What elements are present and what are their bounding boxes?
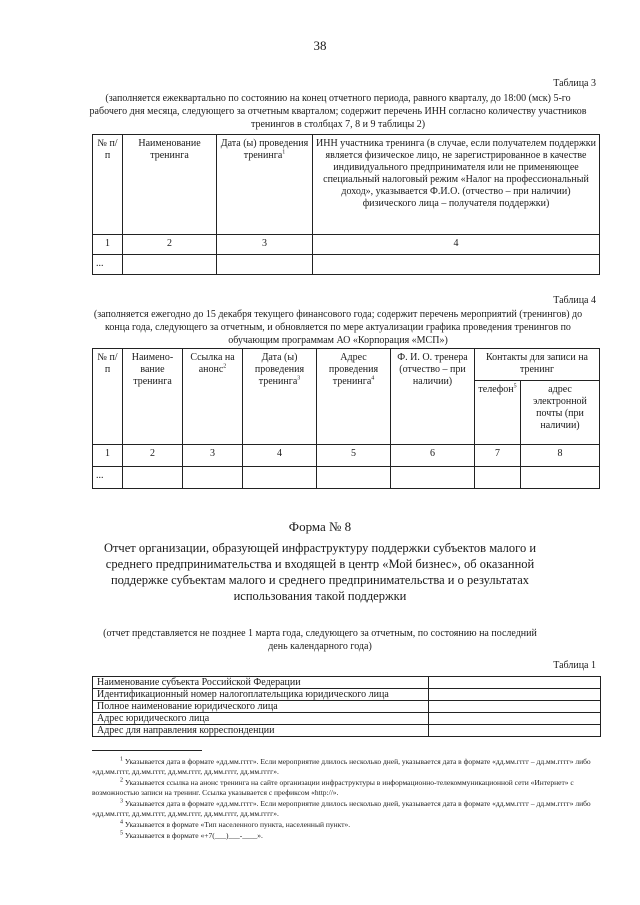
table3-header-inn: ИНН участника тренинга (в случае, если получателем поддержки является физическое лицо, не зарегистрированное в качестве индивидуального предпринимателя или не применяющее специальный налоговый режим «Налог на профессиональный доход», указывается Ф.И.О. (отчество – при наличии) физического лица – получателя поддержки) [313, 135, 600, 235]
table1 [92, 676, 601, 737]
table1-value-cell [429, 713, 601, 725]
table1-row [93, 713, 601, 725]
table1-row [93, 689, 601, 701]
table3 [92, 134, 600, 275]
table4-header-address-text: Адрес проведения тренинга [328, 352, 379, 387]
table1-row-label: Полное наименование юридического лица [93, 701, 429, 713]
table4-label: Таблица 4 [553, 295, 596, 306]
table3-header-date-text: Дата (ы) проведения тренинга [220, 138, 309, 161]
footnote-text: Указывается в формате «+7(___)___-____». [124, 831, 263, 840]
table3-ellipsis: ... [93, 255, 123, 275]
footnote-ref-1: 1 [282, 149, 286, 156]
table4-header-link-text: Ссылка на анонс [190, 352, 235, 375]
table3-num-cell: 1 [93, 235, 123, 255]
table3-empty-cell [313, 255, 600, 275]
table1-value-cell [429, 725, 601, 737]
table1-value-cell [429, 689, 601, 701]
footnote-number: 3 [120, 798, 123, 805]
table3-label: Таблица 3 [553, 78, 596, 89]
table3-data-row [93, 255, 600, 275]
table1-value-cell [429, 677, 601, 689]
table4-empty-cell [123, 467, 183, 489]
table4-header-phone [475, 381, 521, 445]
form-title: Форма № 8 [288, 519, 352, 534]
table4-header-link [183, 349, 243, 445]
table1-row-label: Адрес для направления корреспонденции [93, 725, 429, 737]
table3-num-cell: 4 [313, 235, 600, 255]
footnote-divider [92, 750, 202, 751]
footnote-number: 1 [120, 756, 123, 763]
table4-header-num: № п/п [93, 349, 123, 445]
table4-header-email: адрес электронной почты (при наличии) [521, 381, 600, 445]
footnote [92, 831, 598, 841]
table4-data-row [93, 467, 600, 489]
table4-num-cell: 1 [93, 445, 123, 467]
table4-num-cell: 7 [475, 445, 521, 467]
table4-header-trainer: Ф. И. О. тренера (отчество – при наличии) [391, 349, 475, 445]
table1-value-cell [429, 701, 601, 713]
footnote-text: Указывается дата в формате «дд.мм.гггг». Если мероприятие длилось несколько дней, указывается дата в формате «дд.мм.гггг – дд.мм.гггг» либо «дд.мм.гггг, дд.мм.гггг, дд.мм.гггг, дд.мм.гггг, дд.мм.гггг». [92, 757, 591, 776]
table4-empty-cell [243, 467, 317, 489]
footnote-number: 2 [120, 777, 123, 784]
table3-empty-cell [217, 255, 313, 275]
table4-empty-cell [183, 467, 243, 489]
footnote-ref-3: 3 [297, 375, 301, 382]
table1-row-label: Наименование субъекта Российской Федерации [93, 677, 429, 689]
table1-row [93, 677, 601, 689]
report-note: (отчет представляется не позднее 1 марта года, следующего за отчетным, по состоянию на последний день календарного года) [103, 628, 537, 652]
footnote [92, 799, 598, 819]
table3-number-row [93, 235, 600, 255]
table4-header-date-text: Дата (ы) проведения тренинга [254, 352, 305, 387]
table3-header-date [217, 135, 313, 235]
table3-header-name: Наименование тренинга [123, 135, 217, 235]
footnote-number: 4 [120, 819, 123, 826]
footnote-text: Указывается в формате «Тип населенного пункта, населенный пункт». [124, 820, 351, 829]
table4-empty-cell [475, 467, 521, 489]
table3-empty-cell [123, 255, 217, 275]
footnote-text: Указывается ссылка на анонс тренинга на сайте организации инфраструктуры в информационно-телекоммуникационной сети «Интернет» с возможностью записи на тренинг. Ссылка указывается с префиксом «http://». [92, 778, 574, 797]
table4-empty-cell [317, 467, 391, 489]
footnote [92, 757, 598, 777]
table4-num-cell: 6 [391, 445, 475, 467]
footnote [92, 778, 598, 798]
footnote-ref-5: 5 [513, 383, 517, 390]
table4-empty-cell [521, 467, 600, 489]
footnote [92, 820, 598, 830]
table3-num-cell: 3 [217, 235, 313, 255]
report-title: Отчет организации, образующей инфраструктуру поддержки субъектов малого и среднего предпринимательства и входящей в центр «Мой бизнес», об оказанной поддержке субъектам малого и среднего предпринимательства и о результатах использования такой поддержки [103, 541, 537, 603]
table4-note: (заполняется ежегодно до 15 декабря текущего финансового года; содержит перечень мероприятий (тренингов) до конца года, следующего за отчетным, и обновляется по мере актуализации графика проведения тренингов по обучающим программам АО «Корпорация «МСП») [93, 309, 583, 346]
table1-row-label: Идентификационный номер налогоплательщика юридического лица [93, 689, 429, 701]
table4-empty-cell [391, 467, 475, 489]
table3-num-cell: 2 [123, 235, 217, 255]
table4-header-contacts: Контакты для записи на тренинг [475, 349, 600, 381]
table4-header-row [93, 349, 600, 381]
table3-header-num: № п/п [93, 135, 123, 235]
table4-header-name: Наимено-вание тренинга [123, 349, 183, 445]
table4-num-cell: 4 [243, 445, 317, 467]
table4-number-row [93, 445, 600, 467]
table4-header-address [317, 349, 391, 445]
table4-num-cell: 5 [317, 445, 391, 467]
footnote-number: 5 [120, 830, 123, 837]
table4 [92, 348, 600, 489]
table4-header-phone-text: телефон [478, 384, 514, 395]
table1-row-label: Адрес юридического лица [93, 713, 429, 725]
table1-label: Таблица 1 [553, 660, 596, 671]
table4-header-date [243, 349, 317, 445]
table3-header-row [93, 135, 600, 235]
footnote-text: Указывается дата в формате «дд.мм.гггг». Если мероприятие длилось несколько дней, указывается дата в формате «дд.мм.гггг – дд.мм.гггг» либо «дд.мм.гггг, дд.мм.гггг, дд.мм.гггг, дд.мм.гггг, дд.мм.гггг». [92, 799, 591, 818]
table1-row [93, 725, 601, 737]
table4-num-cell: 8 [521, 445, 600, 467]
footnote-ref-4: 4 [371, 375, 375, 382]
page-number: 38 [313, 38, 327, 53]
footnotes [92, 757, 598, 842]
table3-note: (заполняется ежеквартально по состоянию на конец отчетного периода, равного кварталу, до 18:00 (мск) 5-го рабочего дня месяца, следующего за отчетным кварталом; содержит перечень ИНН согласно количеству участников тренингов в столбцах 7, 8 и 9 таблицы 2) [89, 93, 587, 130]
table4-ellipsis: ... [93, 467, 123, 489]
footnote-ref-2: 2 [223, 363, 227, 370]
table1-row [93, 701, 601, 713]
table4-num-cell: 2 [123, 445, 183, 467]
table4-num-cell: 3 [183, 445, 243, 467]
